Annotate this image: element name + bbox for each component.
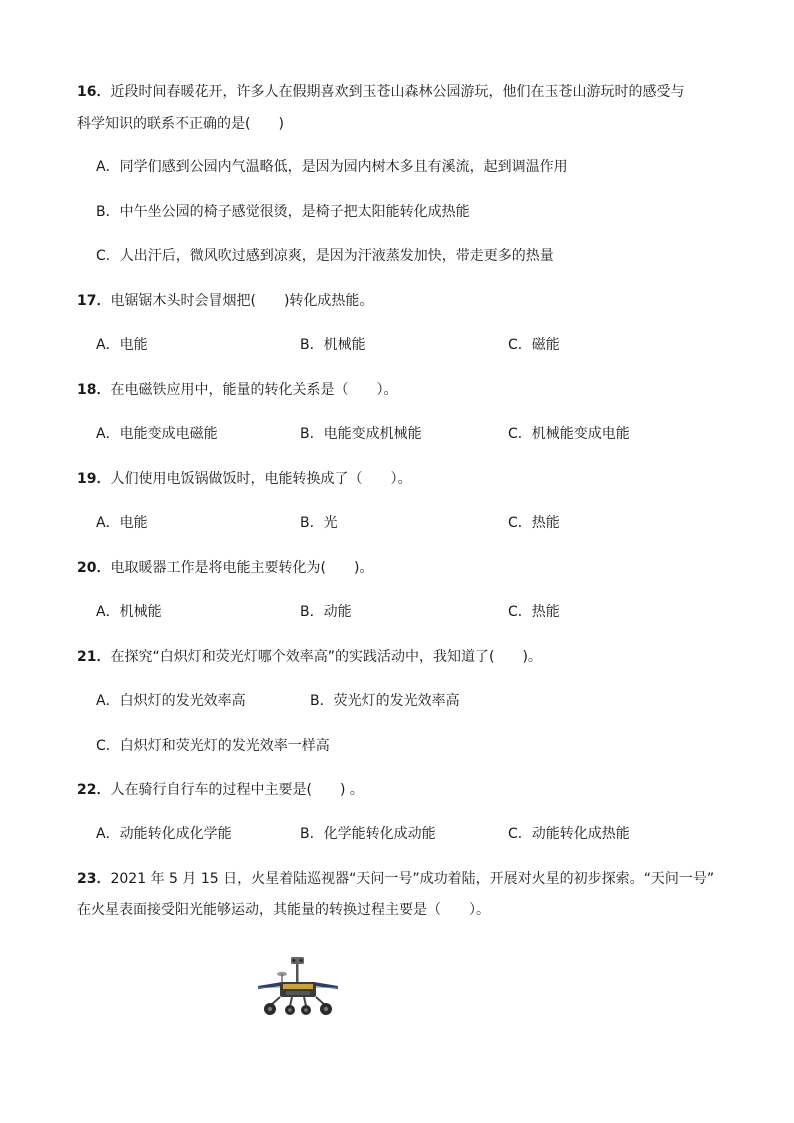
question-18-option-b[interactable]: B．电能变成机械能 bbox=[300, 426, 422, 442]
question-18-option-c[interactable]: C．机械能变成电能 bbox=[508, 426, 630, 442]
question-16-stem-line-2: 科学知识的联系不正确的是( ) bbox=[77, 116, 284, 132]
question-19-option-c[interactable]: C．热能 bbox=[508, 515, 560, 531]
question-19-option-b[interactable]: B．光 bbox=[300, 515, 338, 531]
question-16-option-c[interactable]: C．人出汗后，微风吹过感到凉爽，是因为汗液蒸发加快，带走更多的热量 bbox=[96, 248, 554, 264]
question-19-stem: 19．人们使用电饭锅做饭时，电能转换成了（ ）。 bbox=[77, 471, 412, 487]
question-22-option-b[interactable]: B．化学能转化成动能 bbox=[300, 826, 436, 842]
question-17-option-a[interactable]: A．电能 bbox=[96, 337, 148, 353]
question-22-stem: 22．人在骑行自行车的过程中主要是( ) 。 bbox=[77, 782, 364, 798]
question-21-option-c[interactable]: C．白炽灯和荧光灯的发光效率一样高 bbox=[96, 738, 330, 754]
question-17-stem: 17．电锯锯木头时会冒烟把( )转化成热能。 bbox=[77, 293, 374, 309]
question-18-option-a[interactable]: A．电能变成电磁能 bbox=[96, 426, 218, 442]
question-number: 20． bbox=[77, 560, 111, 576]
question-21-stem: 21．在探究“白炽灯和荧光灯哪个效率高”的实践活动中，我知道了( )。 bbox=[77, 649, 542, 665]
question-16-stem-line-1: 16．近段时间春暖花开，许多人在假期喜欢到玉苍山森林公园游玩，他们在玉苍山游玩时的感受与 bbox=[77, 84, 685, 100]
question-number: 18． bbox=[77, 382, 111, 398]
question-number: 16． bbox=[77, 84, 111, 100]
question-22-option-a[interactable]: A．动能转化成化学能 bbox=[96, 826, 232, 842]
question-20-option-b[interactable]: B．动能 bbox=[300, 604, 352, 620]
mars-rover-image bbox=[256, 954, 340, 1018]
question-16-option-a[interactable]: A．同学们感到公园内气温略低，是因为园内树木多且有溪流，起到调温作用 bbox=[96, 159, 568, 175]
question-23-stem-line-1: 23．2021 年 5 月 15 日，火星着陆巡视器“天问一号”成功着陆，开展对火星的初步探索。“天问一号” bbox=[77, 871, 715, 887]
question-17-option-c[interactable]: C．磁能 bbox=[508, 337, 560, 353]
question-21-option-a[interactable]: A．白炽灯的发光效率高 bbox=[96, 693, 246, 709]
question-number: 22． bbox=[77, 782, 111, 798]
question-22-option-c[interactable]: C．动能转化成热能 bbox=[508, 826, 630, 842]
question-number: 21． bbox=[77, 649, 111, 665]
question-19-option-a[interactable]: A．电能 bbox=[96, 515, 148, 531]
question-16-option-b[interactable]: B．中午坐公园的椅子感觉很烫，是椅子把太阳能转化成热能 bbox=[96, 204, 470, 220]
question-number: 17． bbox=[77, 293, 111, 309]
question-20-stem: 20．电取暖器工作是将电能主要转化为( )。 bbox=[77, 560, 374, 576]
question-20-option-a[interactable]: A．机械能 bbox=[96, 604, 162, 620]
question-23-stem-line-2: 在火星表面接受阳光能够运动，其能量的转换过程主要是（ ）。 bbox=[77, 902, 490, 918]
question-number: 23． bbox=[77, 871, 111, 887]
question-18-stem: 18．在电磁铁应用中，能量的转化关系是（ ）。 bbox=[77, 382, 398, 398]
question-17-option-b[interactable]: B．机械能 bbox=[300, 337, 366, 353]
question-20-option-c[interactable]: C．热能 bbox=[508, 604, 560, 620]
question-21-option-b[interactable]: B．荧光灯的发光效率高 bbox=[310, 693, 460, 709]
question-number: 19． bbox=[77, 471, 111, 487]
